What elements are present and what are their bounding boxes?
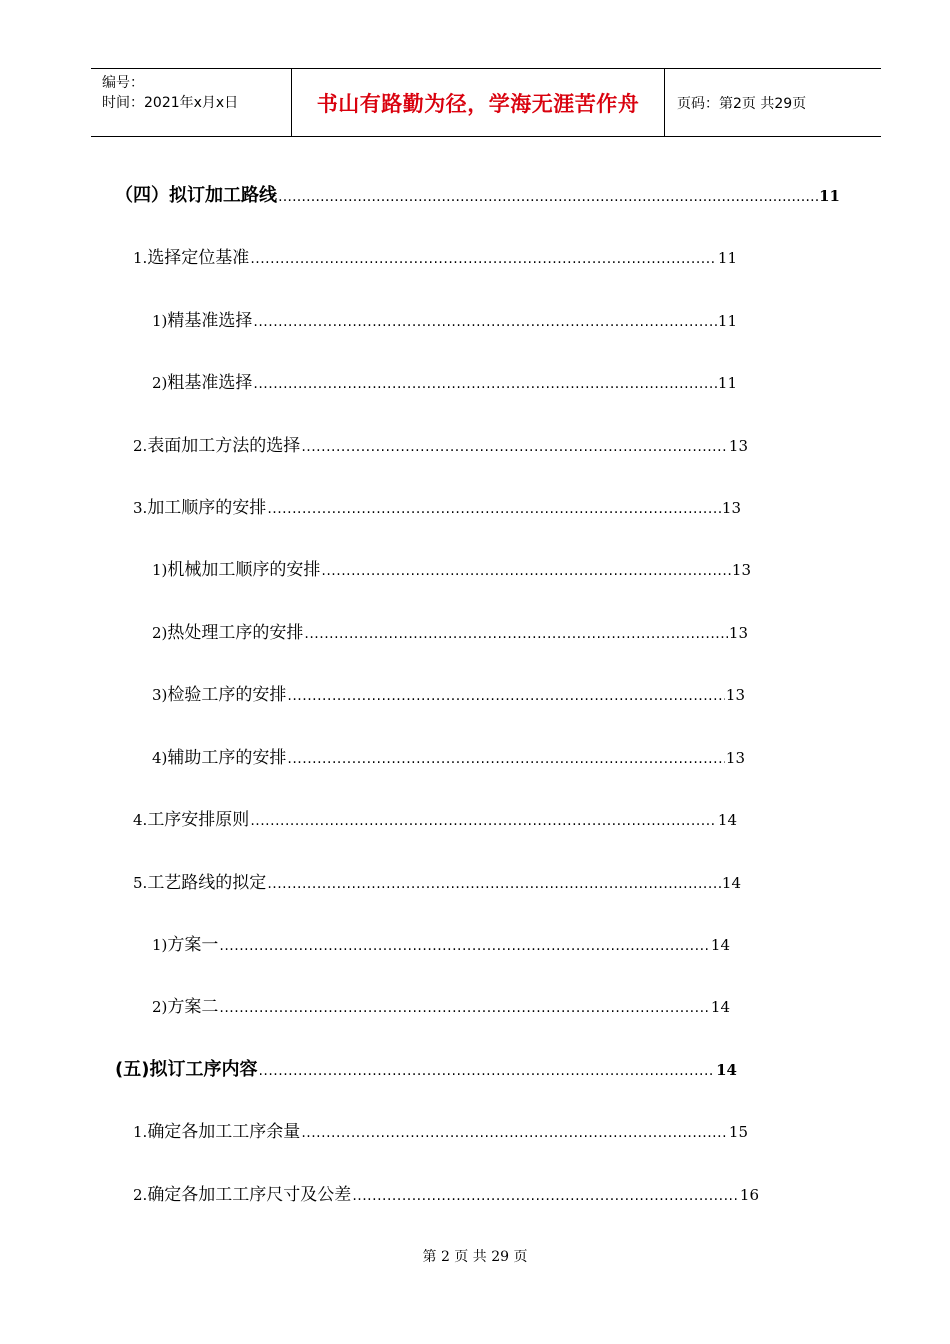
toc-leader (301, 1125, 728, 1141)
toc-entry[interactable] (133, 431, 748, 455)
toc-entry-label: （四）拟订加工路线 (115, 185, 277, 206)
toc-entry[interactable] (115, 181, 840, 205)
toc-entry-number: 1) (152, 936, 168, 954)
toc-page-number: 16 (739, 1186, 759, 1204)
toc-leader (253, 314, 717, 330)
toc-page-number: 14 (717, 811, 737, 829)
toc-page-number: 11 (717, 312, 737, 330)
toc-entry-label: 工艺路线的拟定 (147, 873, 267, 893)
toc-entry-label: 热处理工序的安排 (167, 623, 304, 643)
toc-entry[interactable] (133, 805, 737, 829)
toc-leader (219, 938, 710, 954)
toc-entry-label: 方案二 (167, 997, 219, 1017)
toc-leader (219, 1000, 710, 1016)
toc-page-number: 13 (731, 561, 751, 579)
toc-entry-number: 2. (133, 437, 148, 455)
toc-page-number: 11 (717, 249, 737, 267)
toc-entry-number: 1) (152, 312, 168, 330)
toc-leader (250, 251, 717, 267)
toc-entry[interactable] (152, 555, 751, 579)
toc-leader (253, 376, 717, 392)
toc-leader (301, 439, 728, 455)
toc-entry-number: 1) (152, 561, 168, 579)
toc-entry-number: 2. (133, 1186, 148, 1204)
header-page-label: 页码：第2页 共29页 (677, 95, 807, 112)
toc-entry-number: 3. (133, 499, 148, 517)
toc-entry-label: 机械加工顺序的安排 (167, 560, 321, 580)
toc-entry-number: 4) (152, 749, 168, 767)
toc-leader (267, 501, 721, 517)
toc-entry[interactable] (152, 680, 745, 704)
toc-entry-label: 表面加工方法的选择 (147, 436, 301, 456)
doc-number-label: 编号： (102, 75, 144, 91)
toc-leader (352, 1188, 739, 1204)
toc-page-number: 15 (728, 1123, 748, 1141)
toc-entry-label: 选择定位基准 (147, 248, 250, 268)
toc-leader (287, 751, 725, 767)
toc-entry[interactable] (152, 306, 737, 330)
toc-entry-label: (五)拟订工序内容 (115, 1059, 258, 1080)
toc-entry-number: 1. (133, 249, 148, 267)
toc-leader (321, 563, 731, 579)
toc-entry-label: 方案一 (167, 935, 219, 955)
toc-page-number: 11 (717, 374, 737, 392)
toc-entry-label: 粗基准选择 (167, 373, 253, 393)
toc-leader (304, 626, 728, 642)
toc-page-number: 13 (728, 624, 748, 642)
toc-entry-number: 2) (152, 374, 168, 392)
toc-entry[interactable] (152, 992, 730, 1016)
toc-entry-label: 确定各加工工序尺寸及公差 (147, 1185, 352, 1205)
toc-entry-label: 加工顺序的安排 (147, 498, 267, 518)
toc-page-number: 13 (728, 437, 748, 455)
toc-entry-number: 3) (152, 686, 168, 704)
toc-entry[interactable] (152, 930, 730, 954)
toc-entry-number: 1. (133, 1123, 148, 1141)
doc-time-label: 时间：2021年x月x日 (102, 95, 239, 111)
toc-entry-number: 5. (133, 874, 148, 892)
toc-leader (278, 189, 818, 205)
toc-page-number: 11 (819, 187, 840, 205)
toc-entry-number: 4. (133, 811, 148, 829)
toc-entry-label: 精基准选择 (167, 311, 253, 331)
toc-page-number: 14 (721, 874, 741, 892)
toc-entry[interactable] (133, 493, 741, 517)
toc-page-number: 13 (725, 749, 745, 767)
toc-entry-number: 2) (152, 624, 168, 642)
page-footer: 第 2 页 共 29 页 (422, 1249, 528, 1265)
toc-entry-number: 2) (152, 998, 168, 1016)
toc-entry[interactable] (152, 368, 737, 392)
toc-leader (258, 1063, 715, 1079)
toc-entry[interactable] (133, 1180, 759, 1204)
toc-entry-label: 确定各加工工序余量 (147, 1122, 301, 1142)
toc-entry[interactable] (133, 243, 737, 267)
toc-page-number: 13 (725, 686, 745, 704)
toc-entry-label: 工序安排原则 (147, 810, 250, 830)
toc-entry[interactable] (152, 618, 748, 642)
header-motto: 书山有路勤为径，学海无涯苦作舟 (316, 90, 640, 116)
toc-entry[interactable] (115, 1055, 737, 1079)
toc-leader (287, 688, 725, 704)
toc-page-number: 14 (710, 936, 730, 954)
toc-page-number: 13 (721, 499, 741, 517)
toc-entry[interactable] (133, 1117, 748, 1141)
toc-page-number: 14 (710, 998, 730, 1016)
toc-page-number: 14 (716, 1061, 737, 1079)
toc-entry-label: 检验工序的安排 (167, 685, 287, 705)
toc-entry[interactable] (133, 868, 741, 892)
toc-leader (250, 813, 717, 829)
toc-leader (267, 876, 721, 892)
toc-entry-label: 辅助工序的安排 (167, 748, 287, 768)
toc-entry[interactable] (152, 743, 745, 767)
